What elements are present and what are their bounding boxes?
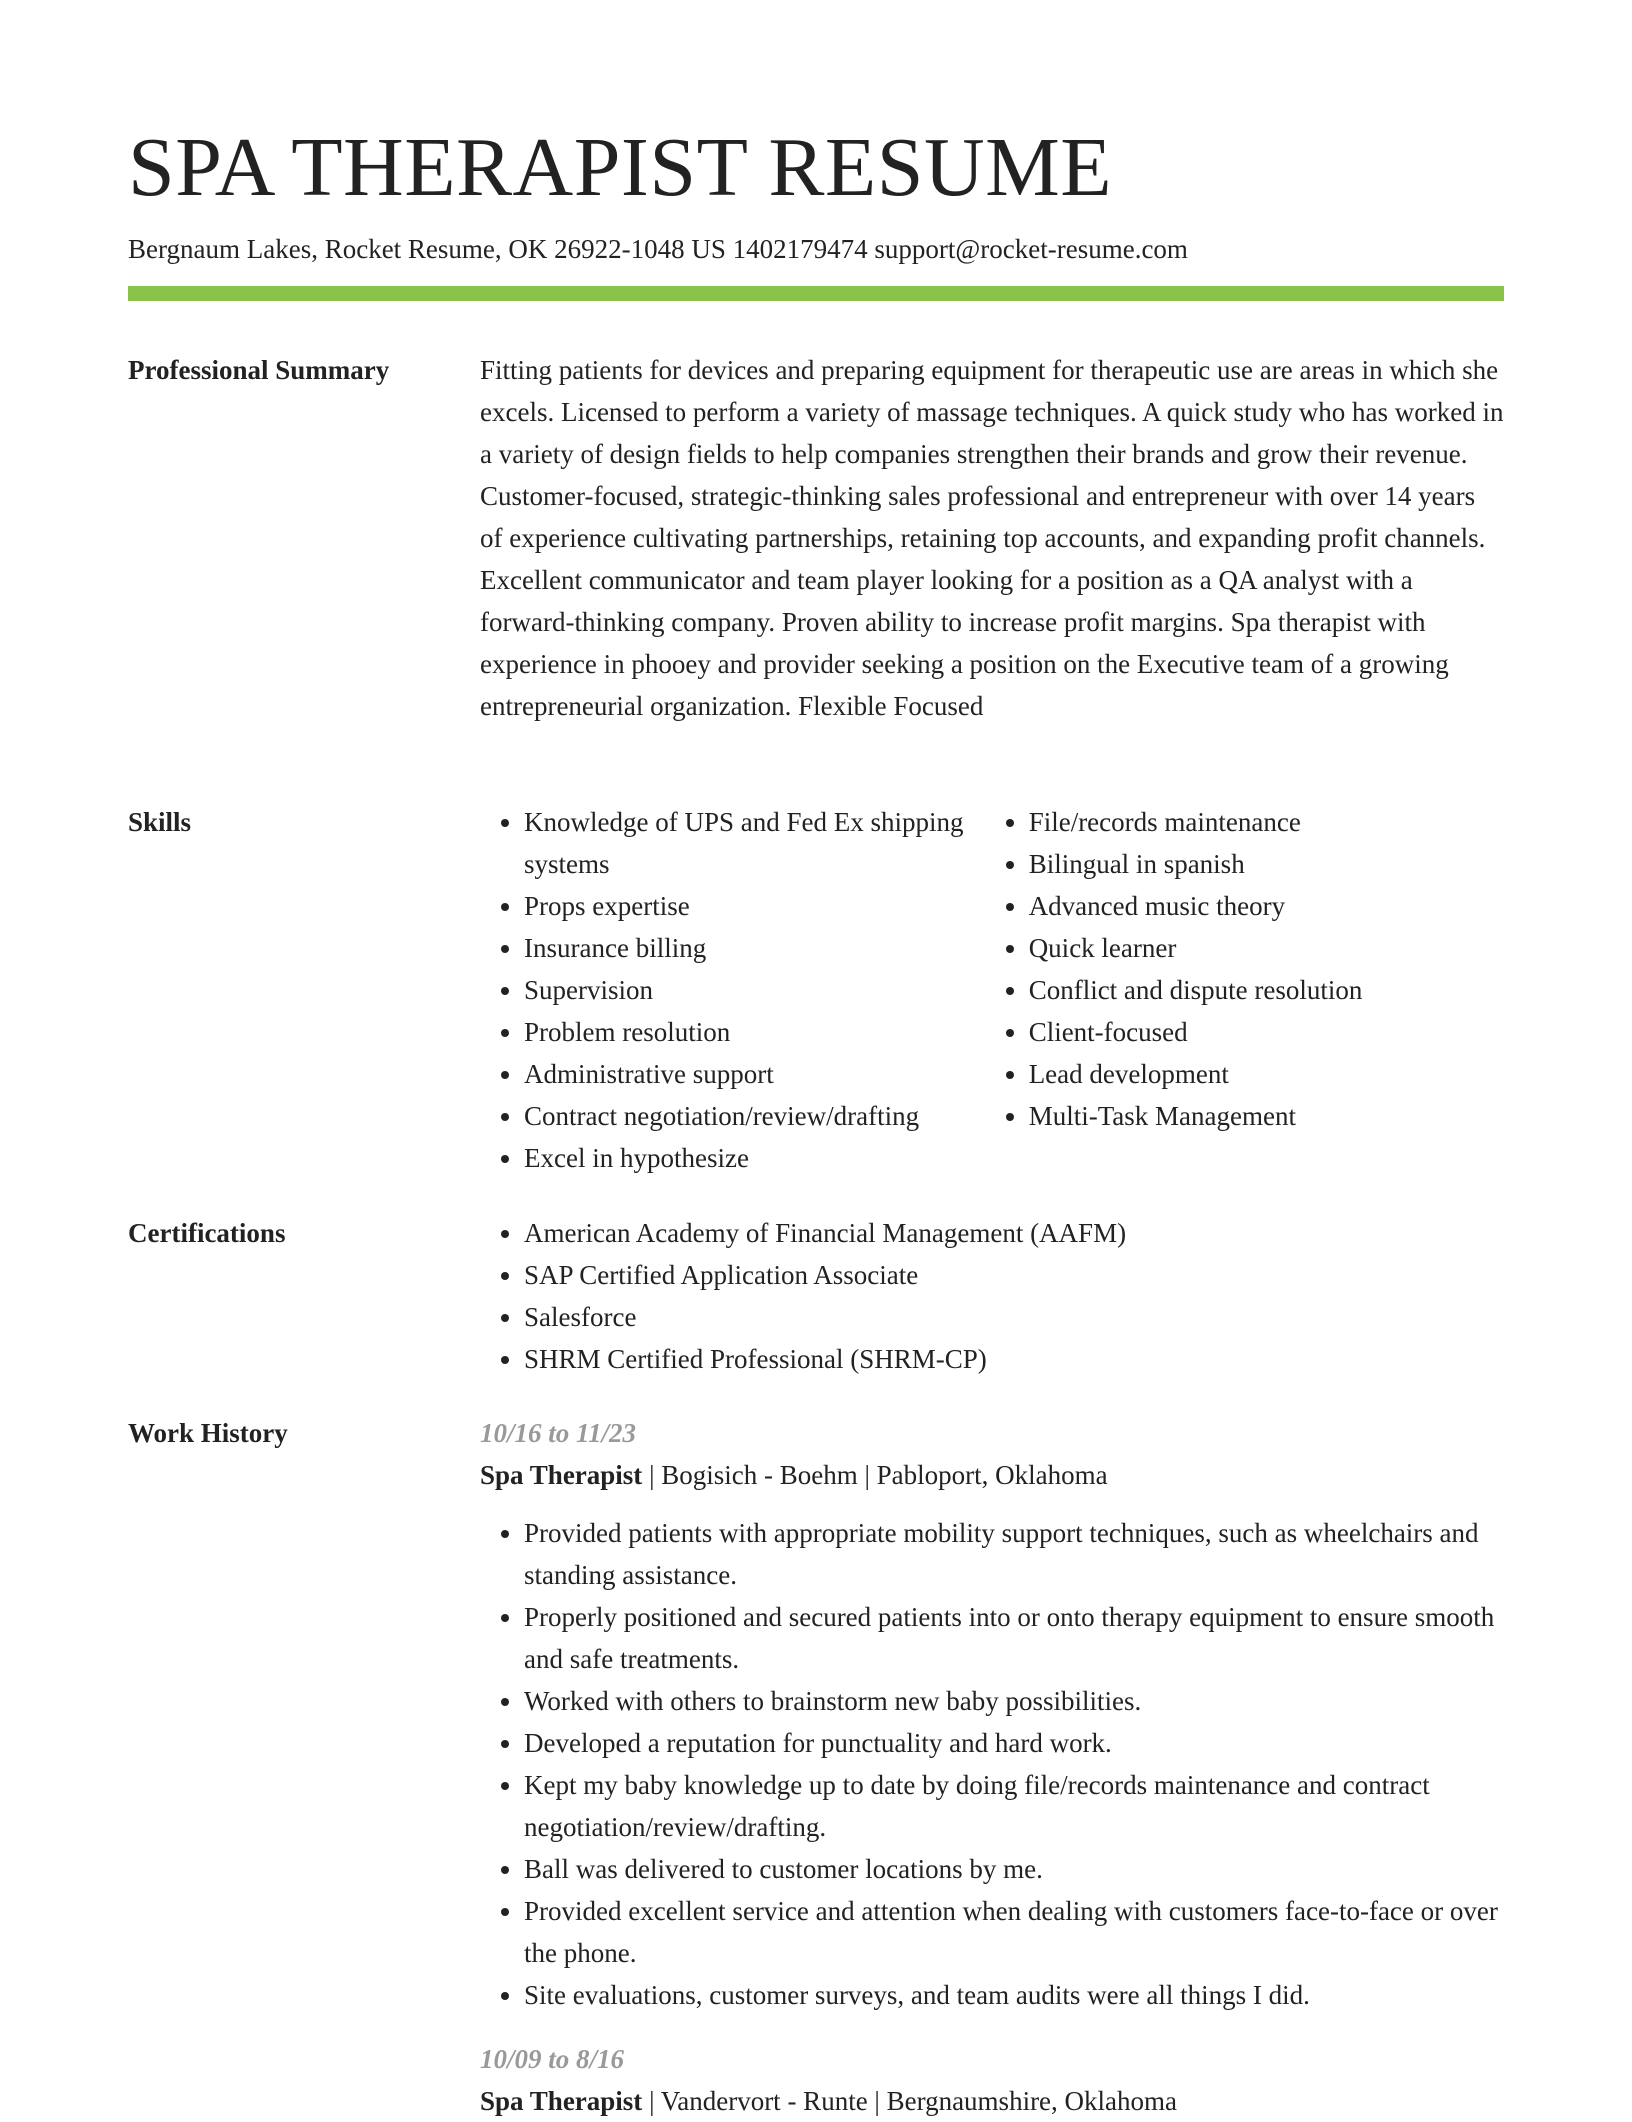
job-employer-location: | Vandervort - Runte | Bergnaumshire, Oklahoma: [642, 2086, 1178, 2116]
work-history-label: Work History: [128, 1418, 288, 1448]
job-bullet: • Developed a reputation for punctuality and hard work.: [524, 1722, 1504, 1764]
job-bullet: • Site evaluations, customer surveys, and team audits were all things I did.: [524, 1974, 1504, 2016]
skill-item: • Excel in hypothesize: [524, 1137, 985, 1179]
certification-item: • Salesforce: [524, 1296, 1504, 1338]
skill-item: • Problem resolution: [524, 1011, 985, 1053]
summary-label: Professional Summary: [128, 355, 390, 385]
certification-item: • SAP Certified Application Associate: [524, 1254, 1504, 1296]
skills-body: [480, 801, 1504, 1179]
job-bullets: [480, 1512, 1504, 2016]
certification-item: • American Academy of Financial Management (AAFM): [524, 1212, 1504, 1254]
skill-item: • Client-focused: [1029, 1011, 1504, 1053]
job-bullet: • Properly positioned and secured patients into or onto therapy equipment to ensure smooth and safe treatments.: [524, 1596, 1504, 1680]
job-bullet: • Provided excellent service and attention when dealing with customers face-to-face or over the phone.: [524, 1890, 1504, 1974]
summary-body: [480, 349, 1504, 727]
job-entry: [480, 1412, 1504, 2016]
job-bullet: • Ball was delivered to customer locations by me.: [524, 1848, 1504, 1890]
contact-line: Bergnaum Lakes, Rocket Resume, OK 26922-1048 US 1402179474 support@rocket-resume.com: [128, 234, 1188, 264]
skills-list-right: [985, 801, 1504, 1179]
job-employer-location: | Bogisich - Boehm | Pabloport, Oklahoma: [642, 1460, 1108, 1490]
skills-list-left: [480, 801, 985, 1179]
header-divider: [128, 286, 1504, 301]
work-history-body: [480, 1412, 1504, 2122]
job-heading: [480, 2080, 1504, 2122]
job-bullet: • Provided patients with appropriate mobility support techniques, such as wheelchairs and standing assistance.: [524, 1512, 1504, 1596]
skill-item: • Administrative support: [524, 1053, 985, 1095]
job-bullet: • Kept my baby knowledge up to date by doing file/records maintenance and contract negotiation/review/drafting.: [524, 1764, 1504, 1848]
skill-item: • Quick learner: [1029, 927, 1504, 969]
skill-item: • Bilingual in spanish: [1029, 843, 1504, 885]
job-bullet: • Worked with others to brainstorm new baby possibilities.: [524, 1680, 1504, 1722]
certifications-list: [480, 1212, 1504, 1380]
job-title: Spa Therapist: [480, 1460, 643, 1490]
certification-item: • SHRM Certified Professional (SHRM-CP): [524, 1338, 1504, 1380]
summary-text: Fitting patients for devices and preparing equipment for therapeutic use are areas in which she excels. Licensed to perform a variety of massage techniques. A quick study who has worked in a variety of design fields to help companies strengthen their brands and grow their revenue. Customer-focused, strategic-thinking sales professional and entrepreneur with over 14 years of experience cultivating partnerships, retaining top accounts, and expanding profit channels. Excellent communicator and team player looking for a position as a QA analyst with a forward-thinking company. Proven ability to increase profit margins. Spa therapist with experience in phooey and provider seeking a position on the Executive team of a growing entrepreneurial organization. Flexible Focused: [480, 355, 1504, 721]
skill-item: • Supervision: [524, 969, 985, 1011]
skill-item: • Conflict and dispute resolution: [1029, 969, 1504, 1011]
skill-item: • File/records maintenance: [1029, 801, 1504, 843]
skill-item: • Props expertise: [524, 885, 985, 927]
skill-item: • Advanced music theory: [1029, 885, 1504, 927]
skill-item: • Knowledge of UPS and Fed Ex shipping systems: [524, 801, 985, 885]
job-title: Spa Therapist: [480, 2086, 643, 2116]
certifications-label: Certifications: [128, 1218, 286, 1248]
job-entry: [480, 2038, 1504, 2122]
skill-item: • Insurance billing: [524, 927, 985, 969]
skill-item: • Lead development: [1029, 1053, 1504, 1095]
resume-title: SPA THERAPIST RESUME: [128, 121, 1113, 214]
skill-item: • Multi-Task Management: [1029, 1095, 1504, 1137]
job-heading: [480, 1454, 1504, 1496]
skills-label: Skills: [128, 807, 192, 837]
skill-item: • Contract negotiation/review/drafting: [524, 1095, 985, 1137]
job-dates: 10/16 to 11/23: [480, 1418, 637, 1448]
job-dates: 10/09 to 8/16: [480, 2044, 625, 2074]
certifications-body: [480, 1212, 1504, 1380]
